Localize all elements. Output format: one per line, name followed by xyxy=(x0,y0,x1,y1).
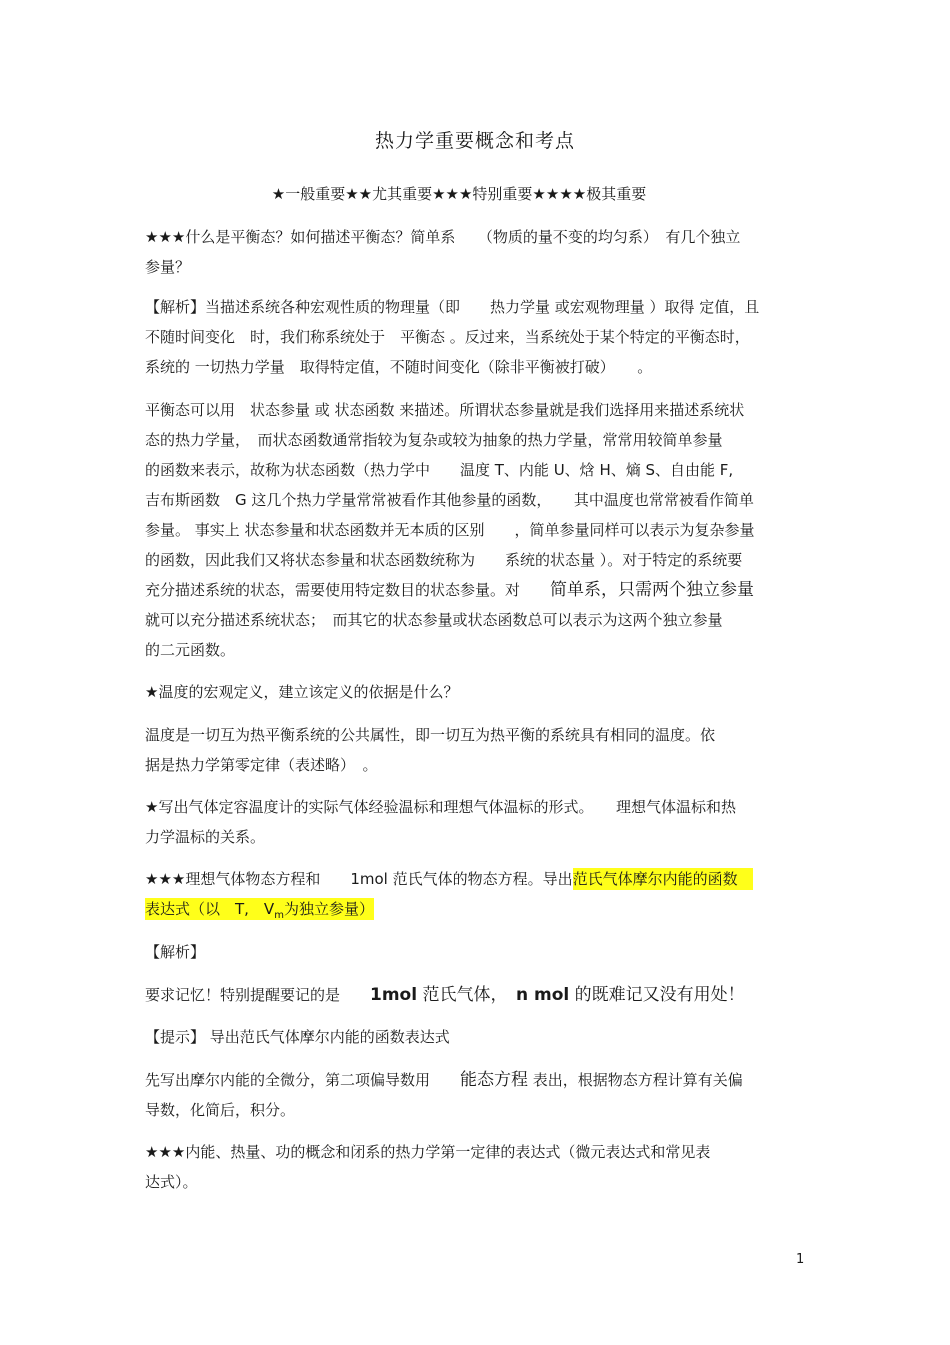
text-line: 的函数来表示，故称为状态函数（热力学中 温度 T、内能 U、焓 H、熵 S、自由能 F, xyxy=(145,461,734,479)
memo-line xyxy=(145,980,810,1010)
text-span: 表达式（以 T, V xyxy=(145,900,275,918)
text-span: ★★★理想气体物态方程和 1mol 范氏气体的物态方程。导出 xyxy=(145,870,573,888)
text-line: 的二元函数。 xyxy=(145,641,236,659)
text-line: 参量？ xyxy=(145,258,191,276)
text-line: 达式）。 xyxy=(145,1173,198,1191)
text-line: ★★★内能、热量、功的概念和闭系的热力学第一定律的表达式（微元表达式和常见表 xyxy=(145,1143,711,1161)
text-line: 【提示】 导出范氏气体摩尔内能的函数表达式 xyxy=(145,1028,450,1046)
question-equilibrium xyxy=(145,222,810,282)
text-line xyxy=(145,1065,810,1095)
text-line: ★写出气体定容温度计的实际气体经验温标和理想气体温标的形式。 理想气体温标和热 xyxy=(145,798,736,816)
text-line: 的函数，因此我们又将状态参量和状态函数统称为 系统的状态量 ）。对于特定的系统要 xyxy=(145,551,743,569)
question-van-der-waals xyxy=(145,864,810,924)
text-line xyxy=(145,980,810,1010)
question-first-law xyxy=(145,1137,810,1197)
answer-equilibrium xyxy=(145,292,810,382)
tip-paragraph xyxy=(145,1065,810,1125)
text-line: 据是热力学第零定律（表述略） 。 xyxy=(145,756,378,774)
text-line: 吉布斯函数 G 这几个热力学量常常被看作其他参量的函数， 其中温度也常常被看作简单 xyxy=(145,491,754,509)
answer-temperature xyxy=(145,720,810,780)
text-line: 导数，化简后，积分。 xyxy=(145,1101,296,1119)
text-line: 【解析】 xyxy=(145,943,206,961)
highlighted-text xyxy=(145,898,374,920)
emphasis-text: 简单系，只需两个独立参量 xyxy=(550,580,755,600)
text-line xyxy=(145,864,810,894)
emphasis-text: n mol xyxy=(515,985,570,1005)
text-line: 不随时间变化 时，我们称系统处于 平衡态 。反过来，当系统处于某个特定的平衡态时， xyxy=(145,328,750,346)
emphasis-text: 1mol xyxy=(370,985,418,1005)
text-line: ★★★什么是平衡态？如何描述平衡态？简单系 （物质的量不变的均匀系） 有几个独立 xyxy=(145,228,741,246)
question-thermometer xyxy=(145,792,810,852)
text-line: 系统的 一切热力学量 取得特定值，不随时间变化（除非平衡被打破） 。 xyxy=(145,358,653,376)
text-line: 平衡态可以用 状态参量 或 状态函数 来描述。所谓状态参量就是我们选择用来描述系统状 xyxy=(145,401,745,419)
emphasis-text: 能态方程 xyxy=(460,1070,529,1090)
text-span: 表出，根据物态方程计算有关偏 xyxy=(528,1071,743,1089)
text-line: 态的热力学量， 而状态函数通常指较为复杂或较为抽象的热力学量，常常用较简单参量 xyxy=(145,431,723,449)
hint-line xyxy=(145,1022,810,1052)
highlighted-text: 范氏气体摩尔内能的函数 xyxy=(572,870,753,888)
text-line xyxy=(145,894,810,924)
text-line: 参量。 事实上 状态参量和状态函数并无本质的区别 ，简单参量同样可以表示为复杂参量 xyxy=(145,521,755,539)
page-number: 1 xyxy=(796,1252,805,1267)
text-line: ★温度的宏观定义，建立该定义的依据是什么？ xyxy=(145,683,459,701)
text-line xyxy=(145,575,810,605)
answer-state-variables xyxy=(145,395,810,665)
subscript: m xyxy=(274,910,284,921)
text-line: 力学温标的关系。 xyxy=(145,828,266,846)
text-span: 为独立参量） xyxy=(283,900,374,918)
question-temperature xyxy=(145,677,810,707)
text-line: 就可以充分描述系统状态； 而其它的状态参量或状态函数总可以表示为这两个独立参量 xyxy=(145,611,723,629)
text-span: 要求记忆！特别提醒要记的是 xyxy=(145,986,371,1004)
answer-van-der-waals-label xyxy=(145,937,810,967)
emphasis-text: 的既难记又没有用处！ xyxy=(569,985,745,1005)
text-line: 温度是一切互为热平衡系统的公共属性，即一切互为热平衡的系统具有相同的温度。依 xyxy=(145,726,716,744)
text-span: 先写出摩尔内能的全微分，第二项偏导数用 xyxy=(145,1071,461,1089)
text-span: 充分描述系统的状态，需要使用特定数目的状态参量。对 xyxy=(145,581,551,599)
emphasis-text: 范氏气体， xyxy=(417,985,516,1005)
page-title: 热力学重要概念和考点 xyxy=(374,130,575,152)
importance-legend: ★一般重要★★尤其重要★★★特别重要★★★★极其重要 xyxy=(271,185,647,203)
text-line: 【解析】当描述系统各种宏观性质的物理量（即 热力学量 或宏观物理量 ）取得 定值，且 xyxy=(145,298,760,316)
